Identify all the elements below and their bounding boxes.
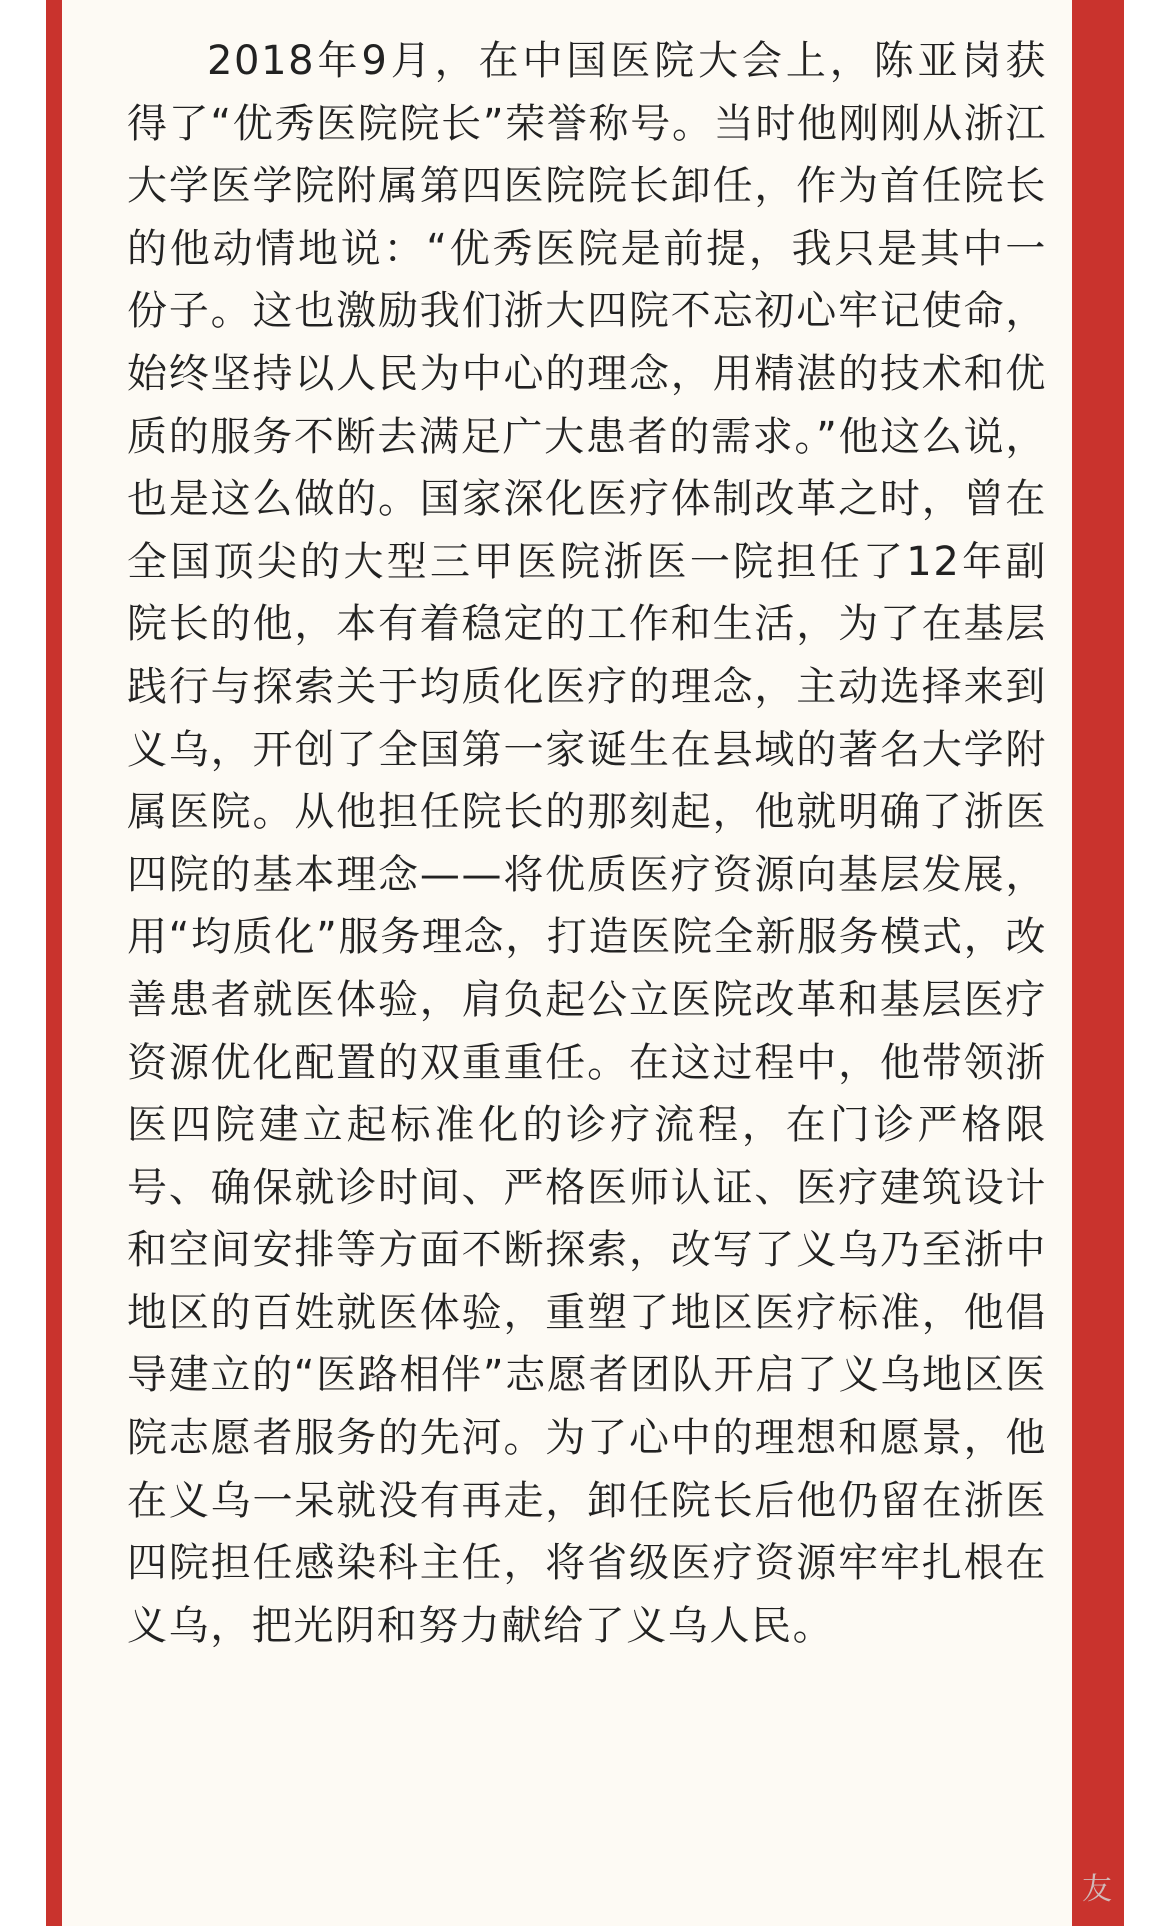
- watermark: 友: [1082, 1872, 1114, 1907]
- article-paragraph: 2018年9月，在中国医院大会上，陈亚岗获得了“优秀医院院长”荣誉称号。当时他刚刚从浙江大学医学院附属第四医院院长卸任，作为首任院长的他动情地说：“优秀医院是前提，我只是其中一份子。这也激励我们浙大四院不忘初心牢记使命，始终坚持以人民为中心的理念，用精湛的技术和优质的服务不断去满足广大患者的需求。”他这么说，也是这么做的。国家深化医疗体制改革之时，曾在全国顶尖的大型三甲医院浙医一院担任了12年副院长的他，本有着稳定的工作和生活，为了在基层践行与探索关于均质化医疗的理念，主动选择来到义乌，开创了全国第一家诞生在县域的著名大学附属医院。从他担任院长的那刻起，他就明确了浙医四院的基本理念——将优质医疗资源向基层发展，用“均质化”服务理念，打造医院全新服务模式，改善患者就医体验，肩负起公立医院改革和基层医疗资源优化配置的双重重任。在这过程中，他带领浙医四院建立起标准化的诊疗流程，在门诊严格限号、确保就诊时间、严格医师认证、医疗建筑设计和空间安排等方面不断探索，改写了义乌乃至浙中地区的百姓就医体验，重塑了地区医疗标准，他倡导建立的“医路相伴”志愿者团队开启了义乌地区医院志愿者服务的先河。为了心中的理想和愿景，他在义乌一呆就没有再走，卸任院长后他仍留在浙医四院担任感染科主任，将省级医疗资源牢牢扎根在义乌，把光阴和努力献给了义乌人民。: [127, 38, 1047, 1649]
